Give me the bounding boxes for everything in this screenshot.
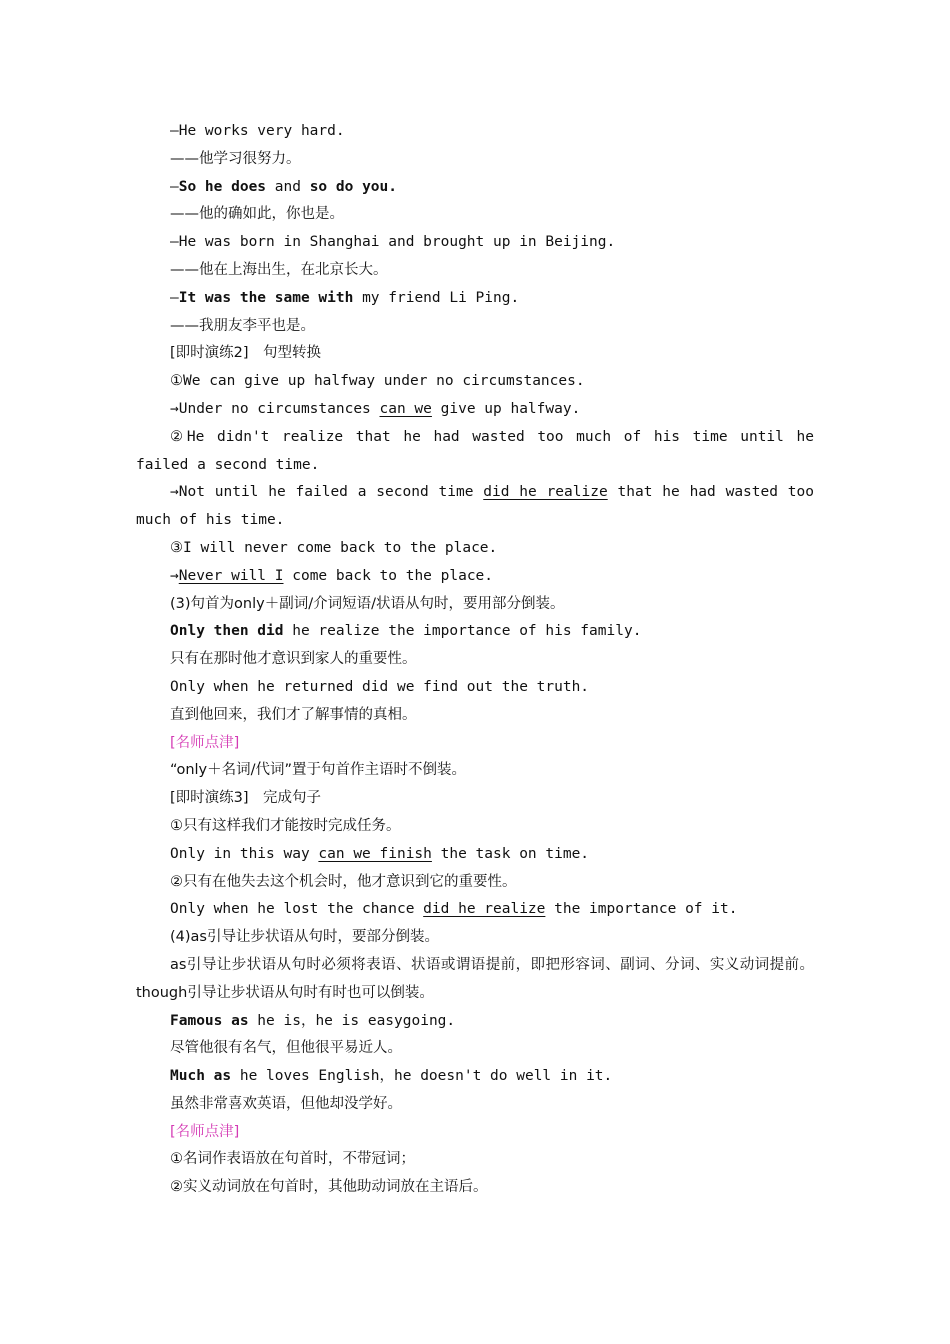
text-line (136, 924, 814, 952)
text-segment: he loves English，he doesn't do well in it. (231, 1068, 613, 1085)
text-line (136, 201, 814, 229)
text-line (136, 841, 814, 869)
text-segment: ①名词作表语放在句首时，不带冠词； (170, 1151, 415, 1168)
text-line (136, 1035, 814, 1063)
text-segment: 直到他回来，我们才了解事情的真相。 (170, 706, 417, 723)
text-segment: —He works very hard. (170, 123, 345, 139)
text-segment: → (170, 567, 179, 584)
text-segment: as引导让步状语从句时必须将表语、状语或谓语提前，即把形容词、副词、分词、实义动词提前。though引导让步状语从句时有时也可以倒装。 (136, 956, 814, 1001)
text-segment: (3)句首为only＋副词/介词短语/状语从句时，要用部分倒装。 (170, 595, 565, 612)
text-line (136, 757, 814, 785)
text-segment: he realize the importance of his family. (283, 623, 642, 640)
text-segment: ①We can give up halfway under no circumstances. (170, 373, 585, 390)
text-segment: Only in this way (170, 845, 319, 862)
tip-label: [名师点津] (170, 734, 240, 751)
text-line (136, 1174, 814, 1202)
text-line (136, 174, 814, 202)
text-line (136, 813, 814, 841)
text-line (136, 257, 814, 285)
text-line (136, 368, 814, 396)
text-segment: give up halfway. (431, 400, 581, 417)
text-segment: →Not until he failed a second time (170, 484, 484, 501)
bold-phrase: Only then did (170, 623, 284, 640)
text-line (136, 730, 814, 758)
text-segment: “only＋名词/代词”置于句首作主语时不倒装。 (170, 762, 467, 779)
text-line (136, 896, 814, 924)
text-line (136, 285, 814, 313)
text-segment: 尽管他很有名气，但他很平易近人。 (170, 1040, 402, 1057)
text-segment: ——他在上海出生，在北京长大。 (170, 261, 388, 278)
bold-phrase: so do you. (309, 178, 398, 195)
answer-blank: did he realize (483, 484, 608, 501)
answer-blank: can we (379, 400, 432, 417)
text-segment: →Under no circumstances (170, 400, 380, 417)
text-segment: ——他学习很努力。 (170, 150, 301, 167)
text-line (136, 479, 814, 535)
text-segment: —He was born in Shanghai and brought up in Beijing. (170, 234, 616, 251)
answer-blank: can we finish (318, 845, 432, 862)
text-segment: ③I will never come back to the place. (170, 539, 498, 556)
text-segment: come back to the place. (283, 567, 494, 584)
text-line (136, 396, 814, 424)
text-segment: (4)as引导让步状语从句时，要部分倒装。 (170, 929, 439, 946)
text-line (136, 674, 814, 702)
text-segment: — (170, 178, 179, 195)
answer-blank: Never will I (178, 567, 284, 584)
text-segment: — (170, 289, 179, 306)
text-segment: ——我朋友李平也是。 (170, 317, 315, 334)
text-line (136, 1063, 814, 1091)
text-segment: ①只有这样我们才能按时完成任务。 (170, 817, 401, 834)
bold-phrase: Famous as (170, 1012, 249, 1029)
text-line (136, 340, 814, 368)
text-line (136, 952, 814, 1008)
text-segment: my friend Li Ping. (353, 289, 520, 306)
text-segment: ②只有在他失去这个机会时，他才意识到它的重要性。 (170, 873, 517, 890)
text-segment: Only when he returned did we find out the truth. (170, 678, 590, 695)
bold-phrase: Much as (170, 1068, 232, 1085)
text-segment: 只有在那时他才意识到家人的重要性。 (170, 651, 417, 668)
text-line (136, 869, 814, 897)
text-line (136, 591, 814, 619)
text-line (136, 1008, 814, 1036)
text-line (136, 118, 814, 146)
text-segment: that he had wasted too much of his time. (136, 484, 814, 529)
text-line (136, 146, 814, 174)
bold-phrase: It was the same with (178, 289, 354, 306)
text-segment: [即时演练3] 完成句子 (170, 790, 322, 807)
text-segment: [即时演练2] 句型转换 (170, 345, 322, 362)
text-line (136, 563, 814, 591)
text-segment: 虽然非常喜欢英语，但他却没学好。 (170, 1095, 402, 1112)
text-line (136, 1119, 814, 1147)
text-segment: ②He didn't realize that he had wasted too much of his time until he failed a second time. (136, 428, 814, 473)
text-line (136, 785, 814, 813)
text-segment: the task on time. (431, 845, 590, 862)
bold-phrase: So he does (178, 178, 267, 195)
text-line (136, 229, 814, 257)
text-segment: the importance of it. (545, 901, 738, 918)
text-line (136, 646, 814, 674)
tip-label: [名师点津] (170, 1123, 240, 1140)
text-line (136, 424, 814, 480)
text-line (136, 618, 814, 646)
text-segment: Only when he lost the chance (170, 901, 424, 918)
text-line (136, 1146, 814, 1174)
text-segment: ②实义动词放在句首时，其他助动词放在主语后。 (170, 1179, 488, 1196)
text-segment: ——他的确如此，你也是。 (170, 206, 344, 223)
text-segment: he is，he is easygoing. (248, 1012, 456, 1029)
text-segment: and (266, 178, 310, 195)
answer-blank: did he realize (423, 901, 546, 918)
text-line (136, 1091, 814, 1119)
text-line (136, 702, 814, 730)
text-line (136, 535, 814, 563)
document-body (136, 118, 814, 1202)
text-line (136, 313, 814, 341)
